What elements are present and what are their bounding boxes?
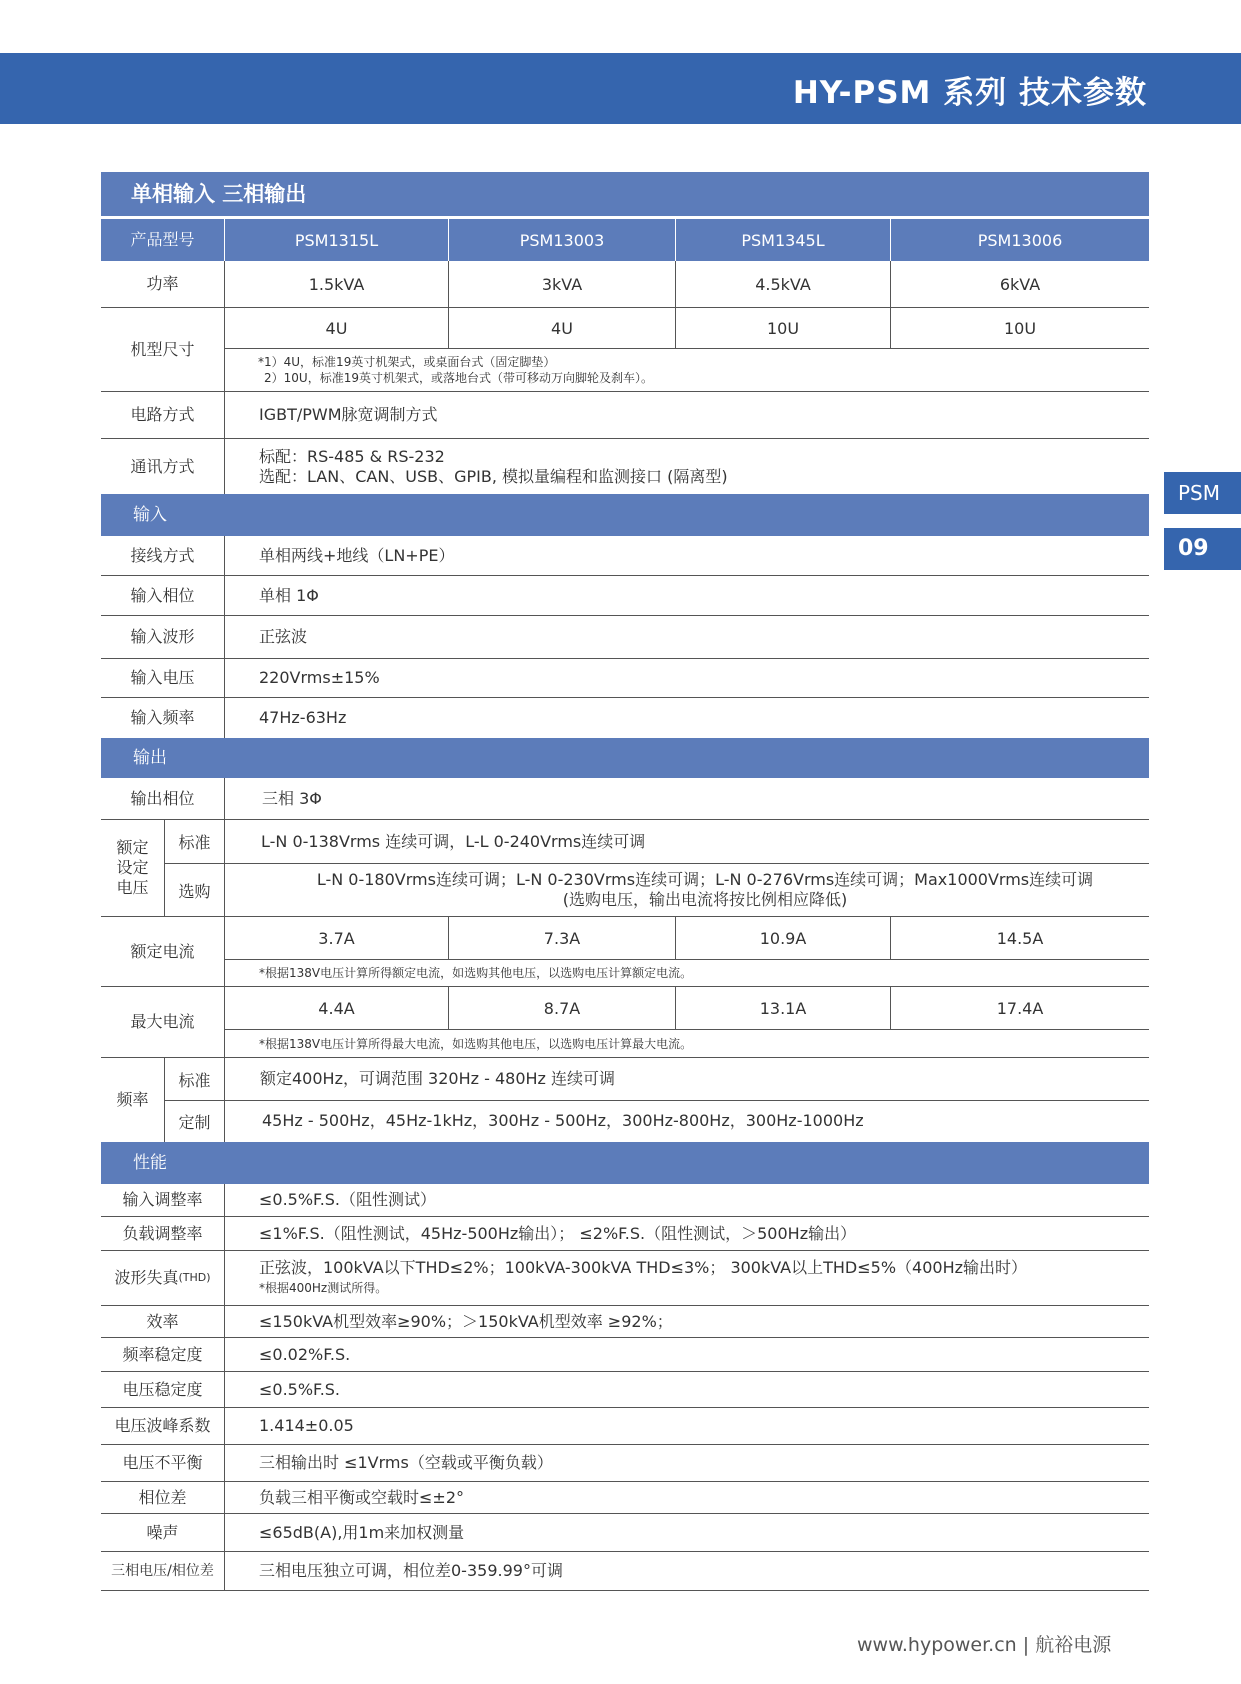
input-label: 输入波形 xyxy=(101,616,225,658)
frequency-standard-label: 标准 xyxy=(165,1058,225,1100)
max-current-note: *根据138V电压计算所得最大电流，如选购其他电压，以选购电压计算最大电流。 xyxy=(259,1037,693,1051)
size-cell: 10U xyxy=(1003,318,1037,338)
frequency-label: 频率 xyxy=(101,1058,165,1142)
footer-text: www.hypower.cn | 航裕电源 xyxy=(857,1634,1112,1656)
performance-row xyxy=(101,1306,1149,1338)
power-cell: 4.5kVA xyxy=(676,261,891,308)
performance-row xyxy=(101,1445,1149,1482)
input-value: 正弦波 xyxy=(259,627,308,646)
output-phase-row xyxy=(101,778,1149,820)
performance-row xyxy=(101,1482,1149,1514)
performance-label: 电压不平衡 xyxy=(101,1445,225,1481)
size-cell: 10U xyxy=(676,308,891,348)
performance-value: 负载三相平衡或空载时≤±2° xyxy=(259,1487,464,1507)
power-cell: 1.5kVA xyxy=(225,261,449,308)
rated-voltage-label: 额定 设定 电压 xyxy=(101,820,165,916)
thd-label-small: (THD) xyxy=(178,1271,211,1284)
performance-value: ≤0.5%F.S. xyxy=(259,1379,341,1399)
circuit-row xyxy=(101,392,1149,439)
circuit-label: 电路方式 xyxy=(101,392,225,438)
rated-voltage-optional-label: 选购 xyxy=(165,863,225,917)
rated-voltage-standard-value: L-N 0-138Vrms 连续可调，L-L 0-240Vrms连续可调 xyxy=(261,831,646,851)
performance-row xyxy=(101,1217,1149,1251)
size-note-2: 2）10U，标准19英寸机架式，或落地台式（带可移动万向脚轮及刹车）。 xyxy=(264,371,653,385)
performance-value: ≤0.02%F.S. xyxy=(259,1344,351,1364)
size-cell: 4U xyxy=(449,308,676,348)
performance-value: 三相输出时 ≤1Vrms（空载或平衡负载） xyxy=(259,1453,553,1472)
divider xyxy=(225,348,1149,349)
side-tab-series: PSM xyxy=(1164,472,1241,514)
rated-current-cell: 14.5A xyxy=(996,928,1044,948)
performance-section-title: 性能 xyxy=(133,1153,167,1173)
input-label: 输入电压 xyxy=(101,659,225,697)
frequency-row xyxy=(101,1058,1149,1142)
performance-label: 三相电压/相位差 xyxy=(101,1552,225,1590)
model-label: 产品型号 xyxy=(101,219,225,261)
performance-row xyxy=(101,1184,1149,1217)
divider xyxy=(225,959,1149,960)
input-section-title: 输入 xyxy=(133,505,167,525)
frequency-standard-value: 额定400Hz，可调范围 320Hz - 480Hz 连续可调 xyxy=(260,1069,616,1088)
performance-value: ≤1%F.S.（阻性测试，45Hz-500Hz输出）； ≤2%F.S.（阻性测试，＞500Hz输出） xyxy=(259,1223,857,1243)
max-current-cell: 8.7A xyxy=(449,987,676,1029)
input-label: 输入频率 xyxy=(101,698,225,738)
performance-label: 电压稳定度 xyxy=(101,1372,225,1407)
model-cell: PSM13003 xyxy=(449,219,676,261)
output-section-title: 输出 xyxy=(133,748,167,768)
input-row xyxy=(101,536,1149,576)
input-value: 220Vrms±15% xyxy=(259,668,380,687)
thd-label-main: 波形失真 xyxy=(114,1268,179,1287)
performance-row xyxy=(101,1514,1149,1552)
rated-voltage-standard-label: 标准 xyxy=(165,820,225,863)
input-row xyxy=(101,698,1149,738)
rated-voltage-row xyxy=(101,820,1149,917)
comm-standard: 标配：RS-485 & RS-232 xyxy=(259,446,445,466)
performance-value: ≤65dB(A),用1m来加权测量 xyxy=(259,1522,465,1542)
performance-value: ≤150kVA机型效率≥90%；＞150kVA机型效率 ≥92%； xyxy=(259,1311,673,1331)
input-label: 输入相位 xyxy=(101,576,225,615)
page-title: HY-PSM 系列 技术参数 xyxy=(792,75,1147,111)
rated-current-note: *根据138V电压计算所得额定电流，如选购其他电压，以选购电压计算额定电流。 xyxy=(259,966,693,980)
performance-label: 负载调整率 xyxy=(101,1217,225,1250)
comm-row xyxy=(101,439,1149,494)
performance-label: 噪声 xyxy=(101,1514,225,1551)
performance-value: 1.414±0.05 xyxy=(259,1416,354,1435)
performance-row xyxy=(101,1251,1149,1306)
power-cell: 3kVA xyxy=(449,261,676,308)
max-current-label: 最大电流 xyxy=(101,987,225,1057)
rated-current-cell: 3.7A xyxy=(225,917,449,959)
thd-label xyxy=(101,1251,225,1305)
divider xyxy=(225,1029,1149,1030)
max-current-cell: 13.1A xyxy=(676,987,891,1029)
performance-label: 效率 xyxy=(101,1306,225,1337)
output-phase-label: 输出相位 xyxy=(101,778,225,819)
performance-label: 频率稳定度 xyxy=(101,1338,225,1371)
performance-row xyxy=(101,1338,1149,1372)
size-cell: 4U xyxy=(225,308,449,348)
performance-section-header xyxy=(101,1142,1149,1184)
frequency-custom-label: 定制 xyxy=(165,1100,225,1142)
comm-label: 通讯方式 xyxy=(101,439,225,494)
rated-voltage-optional-line-1: L-N 0-180Vrms连续可调；L-N 0-230Vrms连续可调；L-N 0-276Vrms连续可调；Max1000Vrms连续可调 xyxy=(316,870,1094,889)
output-section-header xyxy=(101,738,1149,778)
performance-row xyxy=(101,1372,1149,1408)
power-cell: 6kVA xyxy=(999,275,1041,294)
performance-label: 相位差 xyxy=(101,1482,225,1513)
performance-row xyxy=(101,1552,1149,1591)
frequency-custom-value: 45Hz - 500Hz，45Hz-1kHz，300Hz - 500Hz，300Hz-800Hz，300Hz-1000Hz xyxy=(262,1111,864,1130)
performance-value: 三相电压独立可调，相位差0-359.99°可调 xyxy=(259,1561,563,1580)
performance-label: 电压波峰系数 xyxy=(101,1408,225,1444)
circuit-value: IGBT/PWM脉宽调制方式 xyxy=(259,405,438,424)
model-cell: PSM13006 xyxy=(977,230,1063,250)
rated-voltage-optional-line-2: (选购电压，输出电流将按比例相应降低) xyxy=(562,890,848,909)
rated-current-row xyxy=(101,917,1149,987)
output-phase-value: 三相 3Φ xyxy=(262,788,322,808)
input-label: 接线方式 xyxy=(101,536,225,575)
input-row xyxy=(101,659,1149,698)
size-note-1: *1）4U，标准19英寸机架式，或桌面台式（固定脚垫） xyxy=(258,355,556,369)
rated-current-cell: 7.3A xyxy=(449,917,676,959)
input-row xyxy=(101,616,1149,659)
size-label: 机型尺寸 xyxy=(101,308,225,391)
power-row xyxy=(101,261,1149,308)
section-title: 单相输入 三相输出 xyxy=(101,172,1149,219)
spec-table xyxy=(101,172,1149,1591)
performance-row xyxy=(101,1408,1149,1445)
header-bar xyxy=(0,53,1241,124)
max-current-cell: 17.4A xyxy=(996,998,1044,1018)
performance-value: ≤0.5%F.S.（阻性测试） xyxy=(259,1190,437,1209)
comm-optional: 选配：LAN、CAN、USB、GPIB, 模拟量编程和监测接口 (隔离型) xyxy=(259,466,728,486)
size-row xyxy=(101,308,1149,392)
side-tab-page-number: 09 xyxy=(1164,528,1241,570)
input-value: 单相两线+地线（LN+PE） xyxy=(259,545,455,565)
power-label: 功率 xyxy=(101,261,225,307)
model-cell: PSM1315L xyxy=(225,219,449,261)
input-value: 47Hz-63Hz xyxy=(259,708,347,727)
input-row xyxy=(101,576,1149,616)
model-cell: PSM1345L xyxy=(676,219,891,261)
rated-current-cell: 10.9A xyxy=(676,917,891,959)
input-value: 单相 1Φ xyxy=(259,585,319,605)
rated-current-label: 额定电流 xyxy=(101,917,225,986)
max-current-row xyxy=(101,987,1149,1058)
max-current-cell: 4.4A xyxy=(225,987,449,1029)
input-section-header xyxy=(101,494,1149,536)
performance-value: 正弦波，100kVA以下THD≤2%；100kVA-300kVA THD≤3%； 300kVA以上THD≤5%（400Hz输出时） xyxy=(259,1258,1027,1277)
performance-label: 输入调整率 xyxy=(101,1184,225,1216)
thd-note: *根据400Hz测试所得。 xyxy=(259,1281,388,1295)
model-row xyxy=(101,219,1149,261)
